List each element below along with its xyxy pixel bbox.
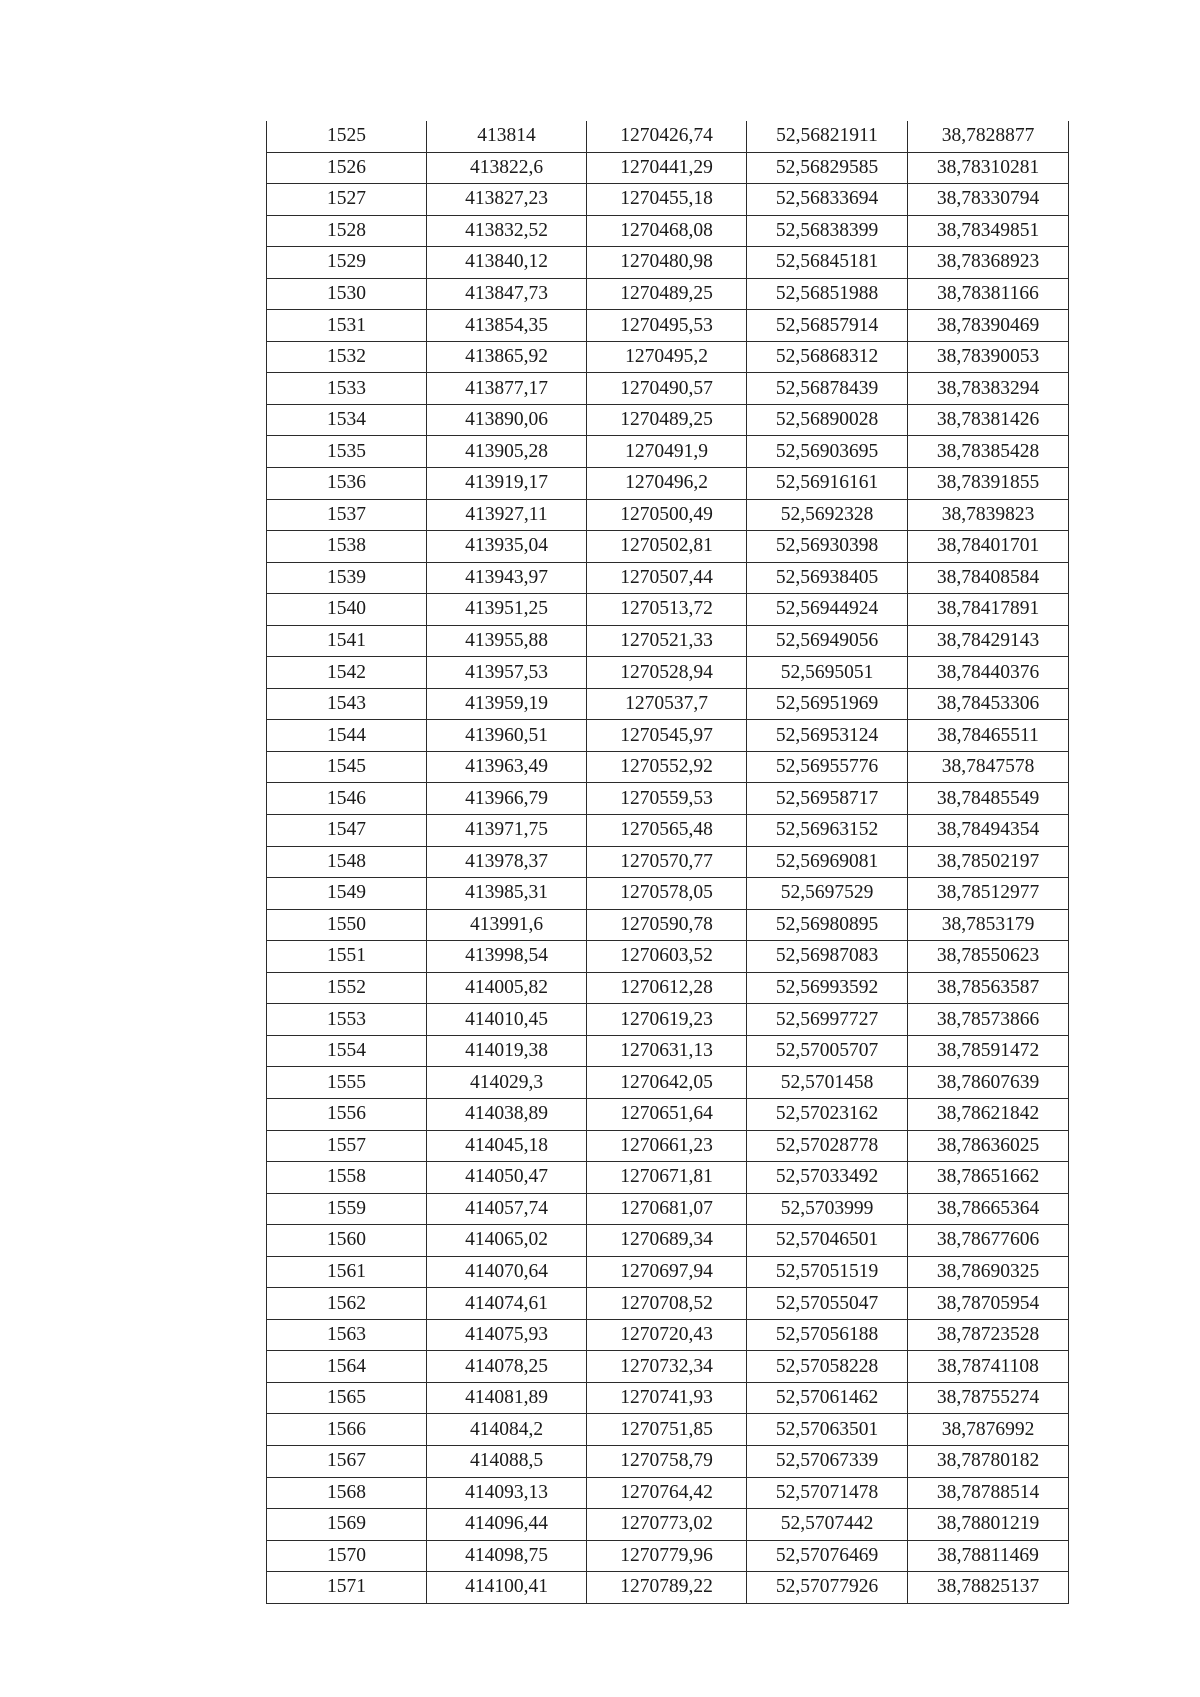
y-coordinate-cell: 1270559,53 (587, 783, 747, 815)
latitude-cell: 52,56890028 (747, 404, 908, 436)
y-coordinate-cell: 1270441,29 (587, 152, 747, 184)
longitude-cell: 38,78573866 (908, 1004, 1069, 1036)
latitude-cell: 52,56987083 (747, 941, 908, 973)
latitude-cell: 52,5707442 (747, 1509, 908, 1541)
y-coordinate-cell: 1270528,94 (587, 657, 747, 689)
y-coordinate-cell: 1270507,44 (587, 562, 747, 594)
x-coordinate-cell: 414078,25 (427, 1351, 587, 1383)
point-number-cell: 1537 (267, 499, 427, 531)
y-coordinate-cell: 1270489,25 (587, 404, 747, 436)
y-coordinate-cell: 1270570,77 (587, 846, 747, 878)
point-number-cell: 1525 (267, 121, 427, 152)
latitude-cell: 52,56958717 (747, 783, 908, 815)
table-row (267, 1035, 1069, 1067)
x-coordinate-cell: 414100,41 (427, 1572, 587, 1604)
x-coordinate-cell: 413978,37 (427, 846, 587, 878)
latitude-cell: 52,5692328 (747, 499, 908, 531)
latitude-cell: 52,56951969 (747, 688, 908, 720)
latitude-cell: 52,56845181 (747, 247, 908, 279)
x-coordinate-cell: 414081,89 (427, 1382, 587, 1414)
longitude-cell: 38,78801219 (908, 1509, 1069, 1541)
point-number-cell: 1556 (267, 1098, 427, 1130)
x-coordinate-cell: 413966,79 (427, 783, 587, 815)
x-coordinate-cell: 414029,3 (427, 1067, 587, 1099)
point-number-cell: 1553 (267, 1004, 427, 1036)
longitude-cell: 38,78417891 (908, 594, 1069, 626)
y-coordinate-cell: 1270590,78 (587, 909, 747, 941)
latitude-cell: 52,56955776 (747, 751, 908, 783)
table-row (267, 1509, 1069, 1541)
longitude-cell: 38,78330794 (908, 184, 1069, 216)
table-row (267, 972, 1069, 1004)
latitude-cell: 52,57058228 (747, 1351, 908, 1383)
x-coordinate-cell: 414038,89 (427, 1098, 587, 1130)
latitude-cell: 52,5701458 (747, 1067, 908, 1099)
x-coordinate-cell: 414075,93 (427, 1319, 587, 1351)
x-coordinate-cell: 413832,52 (427, 215, 587, 247)
table-row (267, 1004, 1069, 1036)
latitude-cell: 52,56829585 (747, 152, 908, 184)
table-row (267, 1351, 1069, 1383)
longitude-cell: 38,78723528 (908, 1319, 1069, 1351)
longitude-cell: 38,78755274 (908, 1382, 1069, 1414)
point-number-cell: 1546 (267, 783, 427, 815)
y-coordinate-cell: 1270502,81 (587, 531, 747, 563)
table-row (267, 1382, 1069, 1414)
point-number-cell: 1568 (267, 1477, 427, 1509)
latitude-cell: 52,56916161 (747, 468, 908, 500)
x-coordinate-cell: 414088,5 (427, 1445, 587, 1477)
table-row (267, 815, 1069, 847)
point-number-cell: 1535 (267, 436, 427, 468)
x-coordinate-cell: 414010,45 (427, 1004, 587, 1036)
table-row (267, 499, 1069, 531)
y-coordinate-cell: 1270468,08 (587, 215, 747, 247)
point-number-cell: 1549 (267, 878, 427, 910)
longitude-cell: 38,78677606 (908, 1225, 1069, 1257)
x-coordinate-cell: 414093,13 (427, 1477, 587, 1509)
y-coordinate-cell: 1270758,79 (587, 1445, 747, 1477)
latitude-cell: 52,56851988 (747, 278, 908, 310)
longitude-cell: 38,78621842 (908, 1098, 1069, 1130)
longitude-cell: 38,78665364 (908, 1193, 1069, 1225)
y-coordinate-cell: 1270681,07 (587, 1193, 747, 1225)
latitude-cell: 52,56949056 (747, 625, 908, 657)
longitude-cell: 38,78408584 (908, 562, 1069, 594)
y-coordinate-cell: 1270496,2 (587, 468, 747, 500)
latitude-cell: 52,56868312 (747, 341, 908, 373)
y-coordinate-cell: 1270545,97 (587, 720, 747, 752)
table-row (267, 1319, 1069, 1351)
x-coordinate-cell: 413827,23 (427, 184, 587, 216)
y-coordinate-cell: 1270491,9 (587, 436, 747, 468)
longitude-cell: 38,78368923 (908, 247, 1069, 279)
y-coordinate-cell: 1270671,81 (587, 1162, 747, 1194)
x-coordinate-cell: 413877,17 (427, 373, 587, 405)
x-coordinate-cell: 414050,47 (427, 1162, 587, 1194)
longitude-cell: 38,78607639 (908, 1067, 1069, 1099)
point-number-cell: 1542 (267, 657, 427, 689)
point-number-cell: 1561 (267, 1256, 427, 1288)
longitude-cell: 38,78349851 (908, 215, 1069, 247)
point-number-cell: 1550 (267, 909, 427, 941)
coordinates-table (266, 121, 1069, 1604)
point-number-cell: 1558 (267, 1162, 427, 1194)
x-coordinate-cell: 414074,61 (427, 1288, 587, 1320)
point-number-cell: 1569 (267, 1509, 427, 1541)
point-number-cell: 1565 (267, 1382, 427, 1414)
x-coordinate-cell: 413991,6 (427, 909, 587, 941)
longitude-cell: 38,78385428 (908, 436, 1069, 468)
point-number-cell: 1559 (267, 1193, 427, 1225)
table-row (267, 1225, 1069, 1257)
y-coordinate-cell: 1270697,94 (587, 1256, 747, 1288)
y-coordinate-cell: 1270661,23 (587, 1130, 747, 1162)
latitude-cell: 52,57056188 (747, 1319, 908, 1351)
y-coordinate-cell: 1270489,25 (587, 278, 747, 310)
latitude-cell: 52,5697529 (747, 878, 908, 910)
x-coordinate-cell: 413955,88 (427, 625, 587, 657)
y-coordinate-cell: 1270500,49 (587, 499, 747, 531)
y-coordinate-cell: 1270480,98 (587, 247, 747, 279)
longitude-cell: 38,78429143 (908, 625, 1069, 657)
coordinates-table-body (267, 121, 1069, 1603)
x-coordinate-cell: 413943,97 (427, 562, 587, 594)
table-row (267, 152, 1069, 184)
point-number-cell: 1532 (267, 341, 427, 373)
latitude-cell: 52,56930398 (747, 531, 908, 563)
longitude-cell: 38,78381426 (908, 404, 1069, 436)
table-row (267, 720, 1069, 752)
latitude-cell: 52,57028778 (747, 1130, 908, 1162)
point-number-cell: 1536 (267, 468, 427, 500)
table-row (267, 1067, 1069, 1099)
y-coordinate-cell: 1270720,43 (587, 1319, 747, 1351)
longitude-cell: 38,78494354 (908, 815, 1069, 847)
longitude-cell: 38,78563587 (908, 972, 1069, 1004)
point-number-cell: 1545 (267, 751, 427, 783)
x-coordinate-cell: 413890,06 (427, 404, 587, 436)
point-number-cell: 1529 (267, 247, 427, 279)
x-coordinate-cell: 413905,28 (427, 436, 587, 468)
x-coordinate-cell: 414096,44 (427, 1509, 587, 1541)
table-row (267, 1445, 1069, 1477)
latitude-cell: 52,56969081 (747, 846, 908, 878)
y-coordinate-cell: 1270631,13 (587, 1035, 747, 1067)
latitude-cell: 52,56857914 (747, 310, 908, 342)
x-coordinate-cell: 413957,53 (427, 657, 587, 689)
x-coordinate-cell: 413960,51 (427, 720, 587, 752)
x-coordinate-cell: 413971,75 (427, 815, 587, 847)
latitude-cell: 52,56838399 (747, 215, 908, 247)
point-number-cell: 1534 (267, 404, 427, 436)
latitude-cell: 52,57023162 (747, 1098, 908, 1130)
table-row (267, 1477, 1069, 1509)
x-coordinate-cell: 413959,19 (427, 688, 587, 720)
x-coordinate-cell: 414070,64 (427, 1256, 587, 1288)
longitude-cell: 38,78440376 (908, 657, 1069, 689)
longitude-cell: 38,7847578 (908, 751, 1069, 783)
table-row (267, 1572, 1069, 1604)
latitude-cell: 52,57067339 (747, 1445, 908, 1477)
table-row (267, 1162, 1069, 1194)
y-coordinate-cell: 1270495,53 (587, 310, 747, 342)
latitude-cell: 52,56903695 (747, 436, 908, 468)
point-number-cell: 1562 (267, 1288, 427, 1320)
table-row (267, 1130, 1069, 1162)
longitude-cell: 38,78811469 (908, 1540, 1069, 1572)
point-number-cell: 1552 (267, 972, 427, 1004)
table-row (267, 625, 1069, 657)
longitude-cell: 38,78690325 (908, 1256, 1069, 1288)
y-coordinate-cell: 1270603,52 (587, 941, 747, 973)
x-coordinate-cell: 413927,11 (427, 499, 587, 531)
longitude-cell: 38,78825137 (908, 1572, 1069, 1604)
latitude-cell: 52,56997727 (747, 1004, 908, 1036)
latitude-cell: 52,57051519 (747, 1256, 908, 1288)
x-coordinate-cell: 414005,82 (427, 972, 587, 1004)
y-coordinate-cell: 1270741,93 (587, 1382, 747, 1414)
table-row (267, 531, 1069, 563)
x-coordinate-cell: 413822,6 (427, 152, 587, 184)
longitude-cell: 38,78383294 (908, 373, 1069, 405)
longitude-cell: 38,78391855 (908, 468, 1069, 500)
point-number-cell: 1541 (267, 625, 427, 657)
point-number-cell: 1551 (267, 941, 427, 973)
point-number-cell: 1531 (267, 310, 427, 342)
table-row (267, 404, 1069, 436)
table-row (267, 1256, 1069, 1288)
y-coordinate-cell: 1270732,34 (587, 1351, 747, 1383)
longitude-cell: 38,78741108 (908, 1351, 1069, 1383)
latitude-cell: 52,57046501 (747, 1225, 908, 1257)
longitude-cell: 38,78636025 (908, 1130, 1069, 1162)
latitude-cell: 52,56963152 (747, 815, 908, 847)
y-coordinate-cell: 1270619,23 (587, 1004, 747, 1036)
x-coordinate-cell: 413814 (427, 121, 587, 152)
x-coordinate-cell: 413951,25 (427, 594, 587, 626)
point-number-cell: 1547 (267, 815, 427, 847)
table-row (267, 1098, 1069, 1130)
table-row (267, 783, 1069, 815)
latitude-cell: 52,56944924 (747, 594, 908, 626)
point-number-cell: 1571 (267, 1572, 427, 1604)
point-number-cell: 1543 (267, 688, 427, 720)
point-number-cell: 1566 (267, 1414, 427, 1446)
latitude-cell: 52,57063501 (747, 1414, 908, 1446)
y-coordinate-cell: 1270642,05 (587, 1067, 747, 1099)
table-row (267, 941, 1069, 973)
table-row (267, 594, 1069, 626)
longitude-cell: 38,78390053 (908, 341, 1069, 373)
y-coordinate-cell: 1270490,57 (587, 373, 747, 405)
table-row (267, 751, 1069, 783)
y-coordinate-cell: 1270612,28 (587, 972, 747, 1004)
longitude-cell: 38,78401701 (908, 531, 1069, 563)
table-row (267, 436, 1069, 468)
latitude-cell: 52,56993592 (747, 972, 908, 1004)
y-coordinate-cell: 1270689,34 (587, 1225, 747, 1257)
point-number-cell: 1557 (267, 1130, 427, 1162)
latitude-cell: 52,56821911 (747, 121, 908, 152)
point-number-cell: 1539 (267, 562, 427, 594)
x-coordinate-cell: 413985,31 (427, 878, 587, 910)
x-coordinate-cell: 414057,74 (427, 1193, 587, 1225)
y-coordinate-cell: 1270537,7 (587, 688, 747, 720)
table-row (267, 562, 1069, 594)
x-coordinate-cell: 414065,02 (427, 1225, 587, 1257)
latitude-cell: 52,57033492 (747, 1162, 908, 1194)
x-coordinate-cell: 413854,35 (427, 310, 587, 342)
table-row (267, 1540, 1069, 1572)
table-row (267, 1193, 1069, 1225)
table-row (267, 657, 1069, 689)
longitude-cell: 38,78591472 (908, 1035, 1069, 1067)
point-number-cell: 1570 (267, 1540, 427, 1572)
point-number-cell: 1560 (267, 1225, 427, 1257)
y-coordinate-cell: 1270578,05 (587, 878, 747, 910)
point-number-cell: 1563 (267, 1319, 427, 1351)
latitude-cell: 52,56878439 (747, 373, 908, 405)
longitude-cell: 38,78381166 (908, 278, 1069, 310)
table-row (267, 846, 1069, 878)
x-coordinate-cell: 413840,12 (427, 247, 587, 279)
x-coordinate-cell: 413865,92 (427, 341, 587, 373)
latitude-cell: 52,56953124 (747, 720, 908, 752)
longitude-cell: 38,78390469 (908, 310, 1069, 342)
longitude-cell: 38,78788514 (908, 1477, 1069, 1509)
table-row (267, 1288, 1069, 1320)
longitude-cell: 38,78550623 (908, 941, 1069, 973)
y-coordinate-cell: 1270789,22 (587, 1572, 747, 1604)
table-row (267, 310, 1069, 342)
x-coordinate-cell: 413935,04 (427, 531, 587, 563)
table-row (267, 341, 1069, 373)
latitude-cell: 52,56833694 (747, 184, 908, 216)
y-coordinate-cell: 1270708,52 (587, 1288, 747, 1320)
longitude-cell: 38,7853179 (908, 909, 1069, 941)
table-row (267, 1414, 1069, 1446)
y-coordinate-cell: 1270764,42 (587, 1477, 747, 1509)
x-coordinate-cell: 413847,73 (427, 278, 587, 310)
point-number-cell: 1548 (267, 846, 427, 878)
longitude-cell: 38,78485549 (908, 783, 1069, 815)
y-coordinate-cell: 1270565,48 (587, 815, 747, 847)
latitude-cell: 52,56938405 (747, 562, 908, 594)
point-number-cell: 1540 (267, 594, 427, 626)
point-number-cell: 1555 (267, 1067, 427, 1099)
y-coordinate-cell: 1270426,74 (587, 121, 747, 152)
x-coordinate-cell: 413919,17 (427, 468, 587, 500)
x-coordinate-cell: 414098,75 (427, 1540, 587, 1572)
longitude-cell: 38,78512977 (908, 878, 1069, 910)
table-row (267, 878, 1069, 910)
x-coordinate-cell: 414019,38 (427, 1035, 587, 1067)
point-number-cell: 1567 (267, 1445, 427, 1477)
latitude-cell: 52,56980895 (747, 909, 908, 941)
table-row (267, 215, 1069, 247)
longitude-cell: 38,7828877 (908, 121, 1069, 152)
table-row (267, 688, 1069, 720)
table-row (267, 121, 1069, 152)
table-row (267, 468, 1069, 500)
table-row (267, 278, 1069, 310)
point-number-cell: 1527 (267, 184, 427, 216)
longitude-cell: 38,78465511 (908, 720, 1069, 752)
longitude-cell: 38,78310281 (908, 152, 1069, 184)
longitude-cell: 38,78651662 (908, 1162, 1069, 1194)
point-number-cell: 1538 (267, 531, 427, 563)
latitude-cell: 52,57076469 (747, 1540, 908, 1572)
y-coordinate-cell: 1270455,18 (587, 184, 747, 216)
y-coordinate-cell: 1270751,85 (587, 1414, 747, 1446)
table-row (267, 247, 1069, 279)
latitude-cell: 52,57005707 (747, 1035, 908, 1067)
longitude-cell: 38,78705954 (908, 1288, 1069, 1320)
x-coordinate-cell: 414045,18 (427, 1130, 587, 1162)
point-number-cell: 1526 (267, 152, 427, 184)
y-coordinate-cell: 1270779,96 (587, 1540, 747, 1572)
point-number-cell: 1530 (267, 278, 427, 310)
longitude-cell: 38,78780182 (908, 1445, 1069, 1477)
y-coordinate-cell: 1270521,33 (587, 625, 747, 657)
latitude-cell: 52,57071478 (747, 1477, 908, 1509)
point-number-cell: 1528 (267, 215, 427, 247)
y-coordinate-cell: 1270651,64 (587, 1098, 747, 1130)
table-row (267, 373, 1069, 405)
latitude-cell: 52,5703999 (747, 1193, 908, 1225)
table-row (267, 184, 1069, 216)
y-coordinate-cell: 1270495,2 (587, 341, 747, 373)
longitude-cell: 38,7839823 (908, 499, 1069, 531)
longitude-cell: 38,78453306 (908, 688, 1069, 720)
latitude-cell: 52,57055047 (747, 1288, 908, 1320)
longitude-cell: 38,78502197 (908, 846, 1069, 878)
x-coordinate-cell: 413998,54 (427, 941, 587, 973)
latitude-cell: 52,57077926 (747, 1572, 908, 1604)
point-number-cell: 1533 (267, 373, 427, 405)
y-coordinate-cell: 1270552,92 (587, 751, 747, 783)
point-number-cell: 1544 (267, 720, 427, 752)
table-row (267, 909, 1069, 941)
x-coordinate-cell: 414084,2 (427, 1414, 587, 1446)
y-coordinate-cell: 1270513,72 (587, 594, 747, 626)
x-coordinate-cell: 413963,49 (427, 751, 587, 783)
latitude-cell: 52,57061462 (747, 1382, 908, 1414)
y-coordinate-cell: 1270773,02 (587, 1509, 747, 1541)
longitude-cell: 38,7876992 (908, 1414, 1069, 1446)
point-number-cell: 1564 (267, 1351, 427, 1383)
latitude-cell: 52,5695051 (747, 657, 908, 689)
point-number-cell: 1554 (267, 1035, 427, 1067)
